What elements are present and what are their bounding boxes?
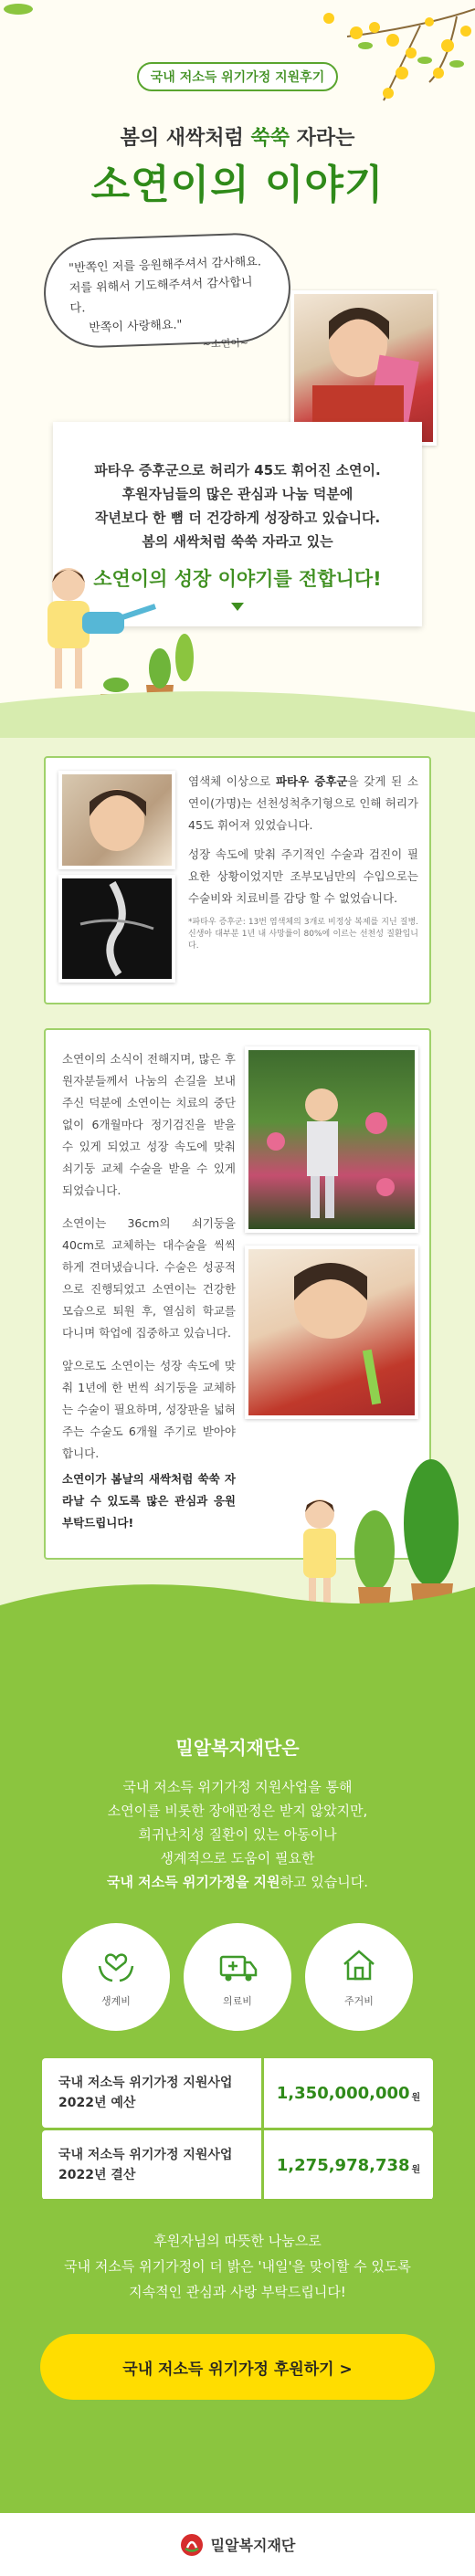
letter-line: 반쪽이 사랑해요.": [89, 318, 183, 336]
story1-paragraph-2: 성장 속도에 맞춰 주기적인 수술과 검진이 필요한 상황이었지만 조부모님만의 수입으로는 수술비와 치료비를 감당 할 수 없었습니다.: [188, 847, 418, 905]
support-label: 주거비: [344, 1995, 374, 2007]
cta-line: 후원자님의 따뜻한 나눔으로: [153, 2233, 322, 2249]
intro-line: 봄의 새싹처럼 쑥쑥 자라고 있는: [142, 533, 333, 550]
house-icon: [339, 1946, 379, 1986]
page-title: 소연이의 이야기: [90, 162, 385, 208]
table-row: [42, 2058, 433, 2128]
desc-line: 희귀난치성 질환이 있는 아동이나: [138, 1826, 337, 1843]
support-medical: [184, 1923, 291, 2031]
support-living: [62, 1923, 170, 2031]
intro-highlight: 소연이의 성장 이야기를 전합니다!: [93, 568, 382, 590]
support-label: 생계비: [101, 1995, 131, 2007]
green-hill: [0, 1560, 475, 1651]
donate-button[interactable]: 국내 저소득 위기가정 후원하기 >: [40, 2334, 435, 2400]
label-line: 2022년 예산: [58, 2096, 136, 2110]
letter-line: 저를 위해서 기도해주셔서 감사합니다.: [69, 275, 253, 316]
desc-line: 국내 저소득 위기가정 지원사업을 통해: [122, 1779, 353, 1795]
letter-signature: ~소연이~: [202, 336, 249, 351]
story2-paragraph-3: 앞으로도 소연이는 성장 속도에 맞춰 1년에 한 번씩 쇠기둥을 교체하는 수술이 필요하며, 성장판을 넓혀주는 수술도 6개월 주기로 받아야 합니다.: [62, 1359, 236, 1460]
photo-illustration: [248, 1050, 415, 1229]
child-photo: [58, 771, 175, 869]
story2-closing: 소연이가 봄날의 새싹처럼 쑥쑥 자라날 수 있도록 많은 관심과 응원 부탁드립니다!: [62, 1472, 236, 1530]
girl-garden-photo: [245, 1046, 418, 1233]
foundation-section: [0, 1651, 475, 2199]
subtitle-part: 봄의 새싹처럼: [120, 127, 244, 150]
letter-bubble: [42, 231, 292, 349]
intro-line: 후원자님들의 많은 관심과 나눔 덕분에: [121, 486, 354, 502]
cta-message: [0, 2228, 475, 2305]
foundation-logo-icon: [180, 2533, 204, 2557]
footer-logo-text[interactable]: 밀알복지재단: [210, 2537, 296, 2554]
label-line: 국내 저소득 위기가정 지원사업: [58, 2076, 233, 2090]
photo-illustration: [248, 1249, 415, 1415]
budget-label: [42, 2058, 261, 2128]
text-run: 을 갖게 된 소연이(가명)는 선천성척추기형으로 인해 허리가 45도 휘어져 있었습니다.: [188, 774, 418, 832]
cta-line: 국내 저소득 위기가정이 더 밝은 '내일'을 맞이할 수 있도록: [64, 2258, 411, 2275]
label-line: 2022년 결산: [58, 2168, 136, 2182]
budget-table: [42, 2058, 433, 2199]
desc-bold: 국내 저소득 위기가정을 지원: [106, 1874, 280, 1890]
intro-line: 작년보다 한 뼘 더 건강하게 성장하고 있습니다.: [94, 510, 381, 526]
xray-photo: [58, 875, 175, 983]
story1-paragraph-1: [188, 771, 418, 836]
budget-amount: [264, 2130, 433, 2199]
story-box-1: [44, 756, 431, 1004]
intro-line: 파타우 증후군으로 허리가 45도 휘어진 소연이.: [94, 462, 381, 478]
desc-line: 소연이를 비롯한 장애판정은 받지 않았지만,: [107, 1803, 368, 1819]
subtitle-part: 자라는: [296, 127, 355, 150]
text-bold: 파타우 증후군: [275, 774, 348, 788]
cta-line: 지속적인 관심과 사랑 부탁드립니다!: [129, 2284, 346, 2300]
table-row: [42, 2130, 433, 2199]
story1-text: [188, 771, 418, 952]
label-line: 국내 저소득 위기가정 지원사업: [58, 2148, 233, 2162]
story2-text: [62, 1048, 236, 1534]
desc-line: 하고 있습니다.: [280, 1874, 369, 1890]
footnote: *파타우 증후군: 13번 염색체의 3개로 비정상 복제를 지닌 질병. 신생아 대부분 1년 내 사망률이 80%에 이르는 선천성 질환입니다.: [188, 918, 418, 951]
grass-hill: [0, 676, 475, 738]
budget-amount: [264, 2058, 433, 2128]
subtitle-highlight: 쑥쑥: [250, 127, 290, 150]
foundation-title: 밀알복지재단은: [175, 1737, 300, 1759]
footer: [0, 2513, 475, 2576]
hero-section: [0, 0, 475, 738]
spine-xray-illustration: [62, 878, 172, 979]
ambulance-icon: [217, 1946, 258, 1986]
amount-unit: 원: [411, 2164, 421, 2175]
arrow-down-icon: [231, 603, 244, 611]
letter-line: "반쪽인 저를 응원해주셔서 감사해요.: [68, 255, 262, 276]
story-badge: 국내 저소득 위기가정 지원후기: [137, 62, 338, 91]
hands-heart-icon: [96, 1946, 136, 1986]
budget-label: [42, 2130, 261, 2199]
girl-writing-photo: [245, 1246, 418, 1419]
story-section: [0, 738, 475, 1651]
support-housing: [305, 1923, 413, 2031]
cta-section: [0, 2199, 475, 2513]
photo-illustration: [62, 774, 172, 866]
foundation-description: [0, 1775, 475, 1894]
story2-paragraph-2: 소연이는 36cm의 쇠기둥을 40cm로 교체하는 대수술을 씩씩하게 견뎌냈습니다. 수술은 성공적으로 진행되었고 소연이는 건강한 모습으로 퇴원 후, 열심히 학교를 다니며 학업에 집중하고 있습니다.: [62, 1216, 236, 1340]
amount-unit: 원: [411, 2092, 421, 2103]
corner-leaves: [0, 0, 55, 37]
story2-paragraph-1: 소연이의 소식이 전해지며, 많은 후원자분들께서 나눔의 손길을 보내주신 덕분에 소연이는 치료의 중단 없이 6개월마다 정기검진을 받을 수 있게 되었고 성장 속도에 맞춰 쇠기둥 교체 수술을 받을 수 있게 되었습니다.: [62, 1052, 236, 1197]
desc-line: 생계적으로 도움이 필요한: [160, 1850, 315, 1866]
photo-illustration: [294, 294, 433, 442]
text-run: 염색체 이상으로: [188, 774, 276, 788]
page-subtitle: [0, 122, 475, 151]
support-label: 의료비: [223, 1995, 252, 2007]
amount-value: 1,275,978,738: [276, 2155, 410, 2175]
amount-value: 1,350,000,000: [276, 2083, 410, 2103]
